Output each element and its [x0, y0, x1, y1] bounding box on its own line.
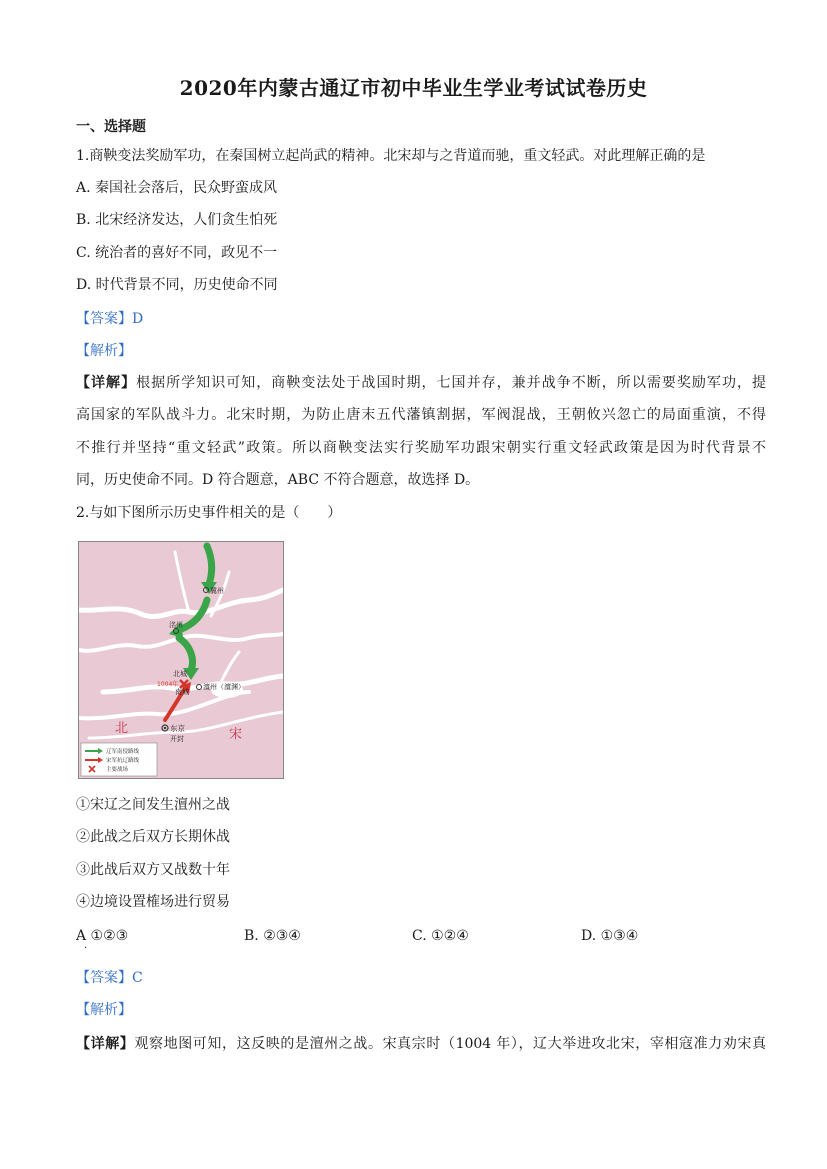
historical-map [78, 541, 284, 779]
question-2-option-b: B. ②③④ [244, 928, 301, 944]
detail-text: 根据所学知识可知，商鞅变法处于战国时期，七国并存，兼并战争不断，所以需要奖励军功，提 [136, 375, 767, 391]
map-legend [81, 743, 157, 776]
label-mingzhou: 洺州 [169, 621, 183, 629]
stray-dot: · [84, 943, 88, 954]
label-jizhou: 冀州 [210, 587, 224, 595]
label-dongjing: 东京 [170, 724, 185, 733]
question-2-statement-2: ②此战之后双方长期休战 [76, 829, 230, 845]
label-kaifeng: 开封 [170, 735, 184, 743]
region-label-bei: 北 [115, 721, 129, 736]
question-1-detail-line-3: 不推行并坚持“重文轻武”政策。所以商鞅变法实行奖励军功跟宋朝实行重文轻武政策是因为时代背景不 [76, 440, 766, 456]
question-2-stem: 2.与如下图所示历史事件相关的是（ ） [76, 505, 342, 521]
label-chanzhou: 澶州（澶渊） [203, 683, 245, 691]
capital-marker-dot [164, 727, 166, 729]
question-1-option-c: C. 统治者的喜好不同，政见不一 [76, 245, 278, 261]
legend-liao-route: 辽军南侵路线 [106, 749, 140, 755]
question-2-detail-line-1 [76, 1034, 766, 1054]
page-title: 2020年内蒙古通辽市初中毕业生学业考试试卷历史 [179, 76, 648, 100]
question-2-statement-4: ④边境设置榷场进行贸易 [76, 894, 230, 910]
question-1-option-d: D. 时代背景不同，历史使命不同 [76, 277, 278, 293]
question-1-option-a: A. 秦国社会落后，民众野蛮成风 [76, 180, 278, 196]
question-1-detail-line-4: 同，历史使命不同。D 符合题意，ABC 不符合题意，故选择 D。 [76, 472, 480, 488]
question-1-option-b: B. 北宋经济发达，人们贪生怕死 [76, 212, 278, 228]
legend-battlefield: 主要战场 [106, 767, 129, 773]
question-1-analysis-label: 【解析】 [76, 343, 132, 359]
question-2-statement-3: ③此战后双方又战数十年 [76, 862, 230, 878]
question-2-statement-1: ①宋辽之间发生澶州之战 [76, 797, 230, 813]
question-1-detail-line-2: 高国家的军队战斗力。北宋时期，为防止唐末五代藩镇割据，军阀混战，王朝攸兴忽亡的局面重演，不得 [76, 407, 766, 423]
question-2-answer: 【答案】C [76, 970, 143, 986]
detail-tag: 【详解】 [76, 375, 137, 391]
question-1-answer: 【答案】D [76, 311, 144, 327]
label-nancheng: 南城 [175, 688, 189, 696]
question-1-detail-line-1 [76, 373, 766, 393]
question-2-option-a: A ①②③ [76, 928, 129, 944]
detail-tag: 【详解】 [76, 1036, 135, 1052]
detail-text: 观察地图可知，这反映的是澶州之战。宋真宗时（1004 年），辽大举进攻北宋，宰相寇准力劝宋真 [134, 1036, 767, 1052]
section-heading: 一、选择题 [76, 119, 146, 135]
question-2-option-d: D. ①③④ [581, 928, 639, 944]
legend-song-route: 宋军抗辽路线 [106, 758, 140, 764]
question-1-stem: 1.商鞅变法奖励军功，在秦国树立起尚武的精神。北宋却与之背道而驰，重文轻武。对此理解正确的是 [76, 148, 706, 164]
region-label-song: 宋 [229, 727, 243, 742]
question-2-option-c: C. ①②④ [412, 928, 469, 944]
question-2-analysis-label: 【解析】 [76, 1002, 132, 1018]
label-beicheng: 北城 [173, 670, 187, 678]
label-year: 1004年 [157, 681, 179, 688]
